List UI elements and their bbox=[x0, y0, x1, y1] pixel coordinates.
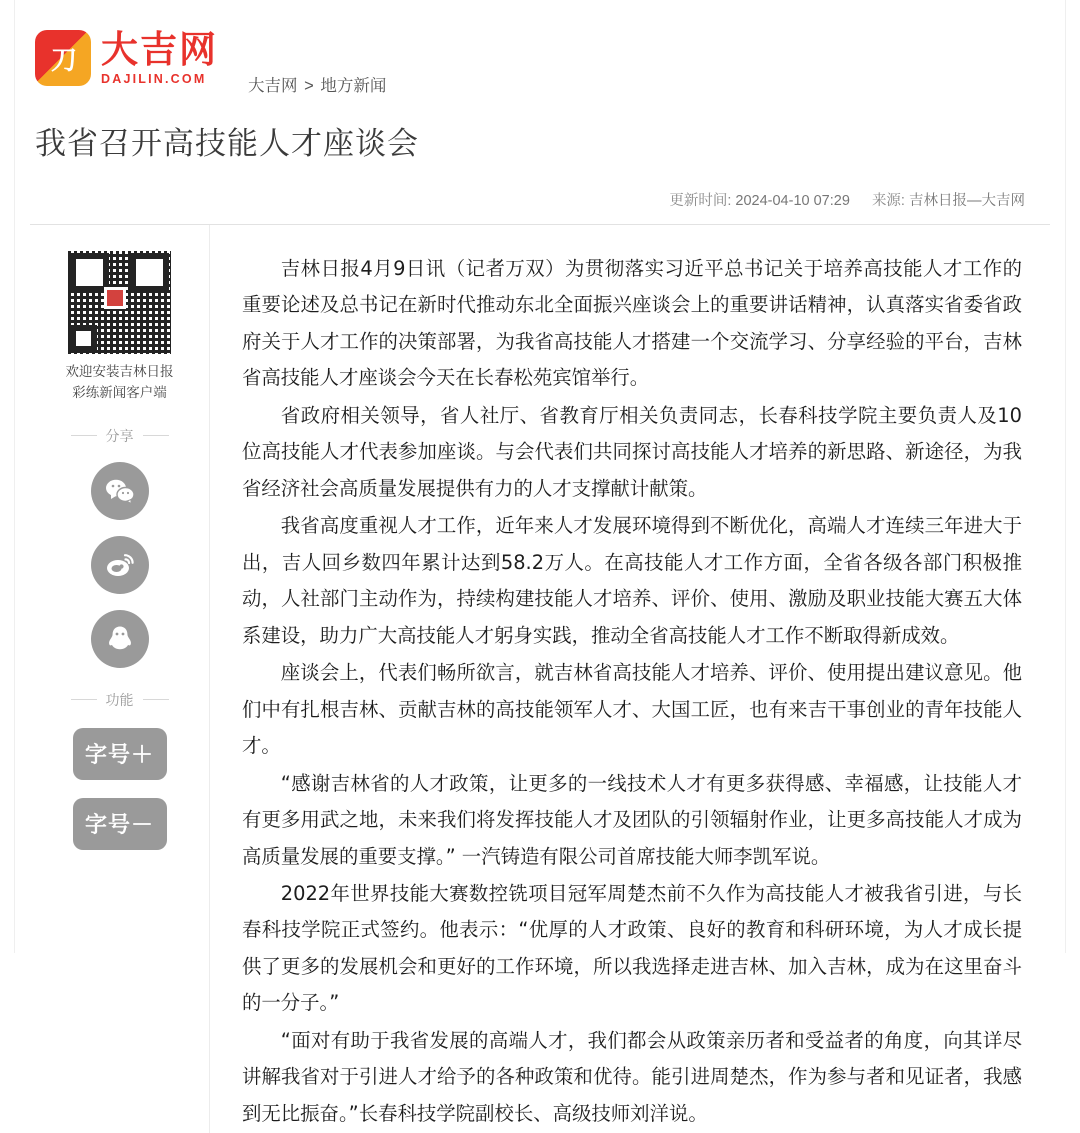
article-paragraph: 座谈会上，代表们畅所欲言，就吉林省高技能人才培养、评价、使用提出建议意见。他们中有扎根吉林、贡献吉林的高技能领军人才、大国工匠，也有来吉干事创业的青年技能人才。 bbox=[242, 661, 1022, 758]
article-content bbox=[210, 225, 1050, 1133]
qq-icon bbox=[107, 625, 133, 653]
source-label: 来源: bbox=[871, 193, 905, 209]
article-paragraph: “感谢吉林省的人才政策，让更多的一线技术人才有更多获得感、幸福感，让技能人才有更多用武之地，未来我们将发挥技能人才及团队的引领辐射作业，让更多高技能人才成为高质量发展的重要支撑。” 一汽铸造有限公司首席技能大师李凯军说。 bbox=[242, 771, 1022, 868]
source bbox=[872, 193, 1025, 209]
breadcrumb-current[interactable]: 地方新闻 bbox=[320, 77, 387, 95]
site-logo[interactable] bbox=[35, 27, 218, 86]
article-paragraph: 吉林日报4月9日讯（记者万双）为贯彻落实习近平总书记关于培养高技能人才工作的重要论述及总书记在新时代推动东北全面振兴座谈会上的重要讲话精神，认真落实省委省政府关于人才工作的决策部署，为我省高技能人才搭建一个交流学习、分享经验的平台，吉林省高技能人才座谈会今天在长春松苑宾馆举行。 bbox=[242, 257, 1022, 390]
function-label-text: 功能 bbox=[105, 691, 134, 708]
article-paragraph: 省政府相关领导，省人社厅、省教育厅相关负责同志，长春科技学院主要负责人及10位高技能人才代表参加座谈。与会代表们共同探讨高技能人才培养的新思路、新途径，为我省经济社会高质量发展提供有力的人才支撑献计献策。 bbox=[242, 403, 1022, 500]
share-wechat-button[interactable] bbox=[91, 462, 149, 520]
breadcrumb bbox=[248, 72, 386, 96]
breadcrumb-separator: > bbox=[304, 77, 314, 95]
logo-mark-icon: 刀 bbox=[35, 30, 91, 86]
share-qq-button[interactable] bbox=[91, 610, 149, 668]
logo-text bbox=[101, 27, 218, 86]
article-paragraph: 2022年世界技能大赛数控铣项目冠军周楚杰前不久作为高技能人才被我省引进，与长春科技学院正式签约。他表示：“优厚的人才政策、良好的教育和科研环境，为人才成长提供了更多的发展机会和更好的工作环境，所以我选择走进吉林、加入吉林，成为在这里奋斗的一分子。” bbox=[242, 881, 1022, 1015]
wechat-icon bbox=[105, 478, 135, 504]
share-label-text: 分享 bbox=[105, 427, 134, 444]
qr-caption bbox=[30, 362, 209, 404]
function-section-label bbox=[30, 690, 209, 710]
site-header bbox=[30, 0, 1050, 96]
weibo-icon bbox=[105, 552, 135, 578]
update-time bbox=[669, 193, 854, 209]
article-paragraph: 我省高度重视人才工作，近年来人才发展环境得到不断优化，高端人才连续三年进大于出，吉人回乡数四年累计达到58.2万人。在高技能人才工作方面，全省各级各部门积极推动，人社部门主动作为，持续构建技能人才培养、评价、使用、激励及职业技能大赛五大体系建设，助力广大高技能人才躬身实践，推动全省高技能人才工作不断取得新成效。 bbox=[242, 514, 1022, 647]
article-body-area bbox=[30, 225, 1050, 1133]
article-meta bbox=[30, 189, 1050, 210]
font-size-increase-button[interactable]: 字号＋ bbox=[73, 728, 167, 780]
logo-domain: DAJILIN.COM bbox=[101, 71, 207, 86]
tools-sidebar bbox=[30, 225, 210, 1133]
update-time-label: 更新时间: bbox=[669, 193, 732, 209]
update-time-value: 2024-04-10 07:29 bbox=[735, 193, 850, 209]
qr-caption-line2: 彩练新闻客户端 bbox=[72, 384, 167, 400]
qr-caption-line1: 欢迎安装吉林日报 bbox=[65, 364, 174, 379]
logo-title: 大吉网 bbox=[101, 27, 218, 71]
source-value: 吉林日报—大吉网 bbox=[909, 193, 1025, 209]
qr-code-icon bbox=[68, 251, 171, 354]
font-size-decrease-button[interactable]: 字号－ bbox=[73, 798, 167, 850]
page-left-rule bbox=[14, 0, 15, 953]
breadcrumb-home[interactable]: 大吉网 bbox=[248, 77, 298, 95]
article-paragraph: “面对有助于我省发展的高端人才，我们都会从政策亲历者和受益者的角度，向其详尽讲解我省对于引进人才给予的各种政策和优待。能引进周楚杰，作为参与者和见证者，我感到无比振奋。”长春科技学院副校长、高级技师刘洋说。 bbox=[242, 1028, 1022, 1125]
page-title: 我省召开高技能人才座谈会 bbox=[35, 126, 419, 162]
share-weibo-button[interactable] bbox=[91, 536, 149, 594]
page-right-rule bbox=[1065, 0, 1066, 953]
share-section-label bbox=[30, 426, 209, 446]
